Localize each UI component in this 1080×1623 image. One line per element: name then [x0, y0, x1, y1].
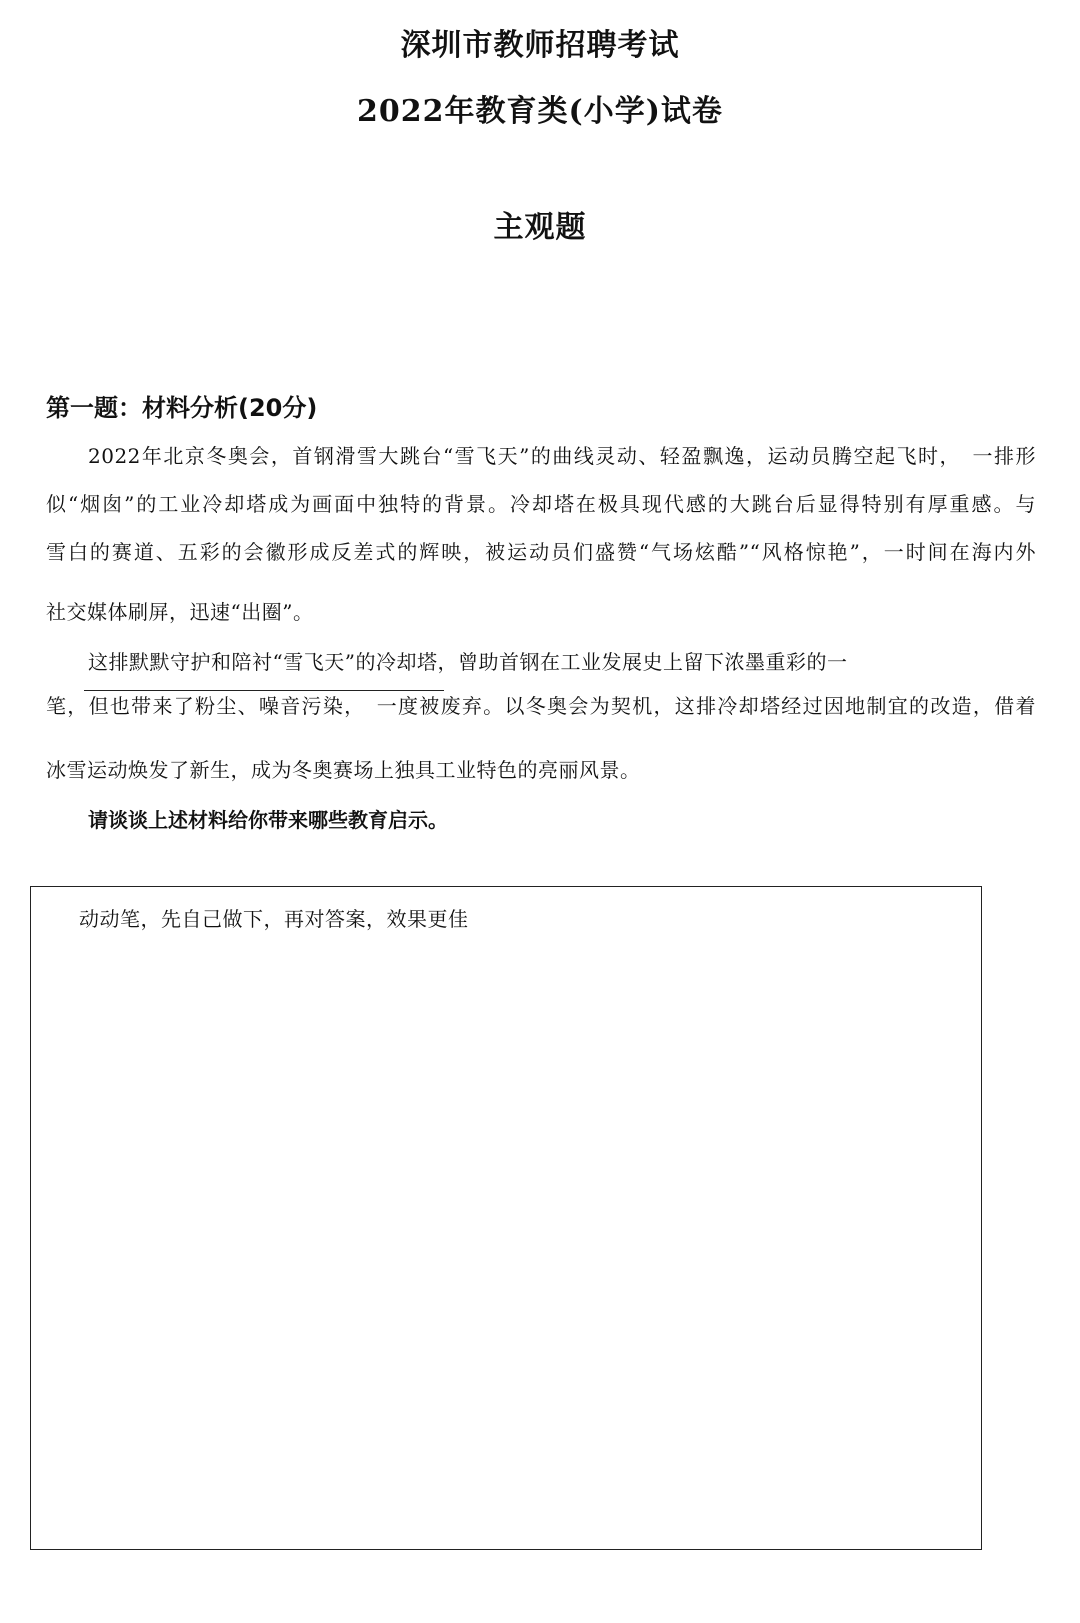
answer-box[interactable] [30, 886, 982, 1550]
paragraph-2-line-1: 这排默默守护和陪衬“雪飞天”的冷却塔，曾助首钢在工业发展史上留下浓墨重彩的一 [88, 650, 848, 674]
paragraph-1-line-4: 社交媒体刷屏，迅速“出圈”。 [46, 600, 314, 624]
paragraph-1-line-3: 雪白的赛道、五彩的会徽形成反差式的辉映，被运动员们盛赞“气场炫酷”“风格惊艳”，一时间在海内外 [46, 540, 1036, 564]
question-heading: 第一题：材料分析(20分) [46, 394, 318, 422]
paragraph-1-line-1: 2022年北京冬奥会，首钢滑雪大跳台“雪飞天”的曲线灵动、轻盈飘逸，运动员腾空起飞时， 一排形 [88, 444, 1036, 468]
underline-rule [84, 690, 444, 691]
paragraph-2-line-3: 冰雪运动焕发了新生，成为冬奥赛场上独具工业特色的亮丽风景。 [46, 758, 641, 782]
exam-title: 深圳市教师招聘考试 [400, 28, 680, 63]
question-prompt: 请谈谈上述材料给你带来哪些教育启示。 [88, 808, 448, 832]
section-title: 主观题 [493, 210, 587, 245]
answer-hint: 动动笔，先自己做下，再对答案，效果更佳 [79, 907, 469, 931]
paragraph-1-line-2: 似“烟囱”的工业冷却塔成为画面中独特的背景。冷却塔在极具现代感的大跳台后显得特别有厚重感。与 [46, 492, 1036, 516]
paragraph-2-line-2: 笔，但也带来了粉尘、噪音污染， 一度被废弃。以冬奥会为契机，这排冷却塔经过因地制宜的改造，借着 [46, 694, 1036, 718]
exam-subtitle: 2022年教育类(小学)试卷 [357, 94, 723, 129]
